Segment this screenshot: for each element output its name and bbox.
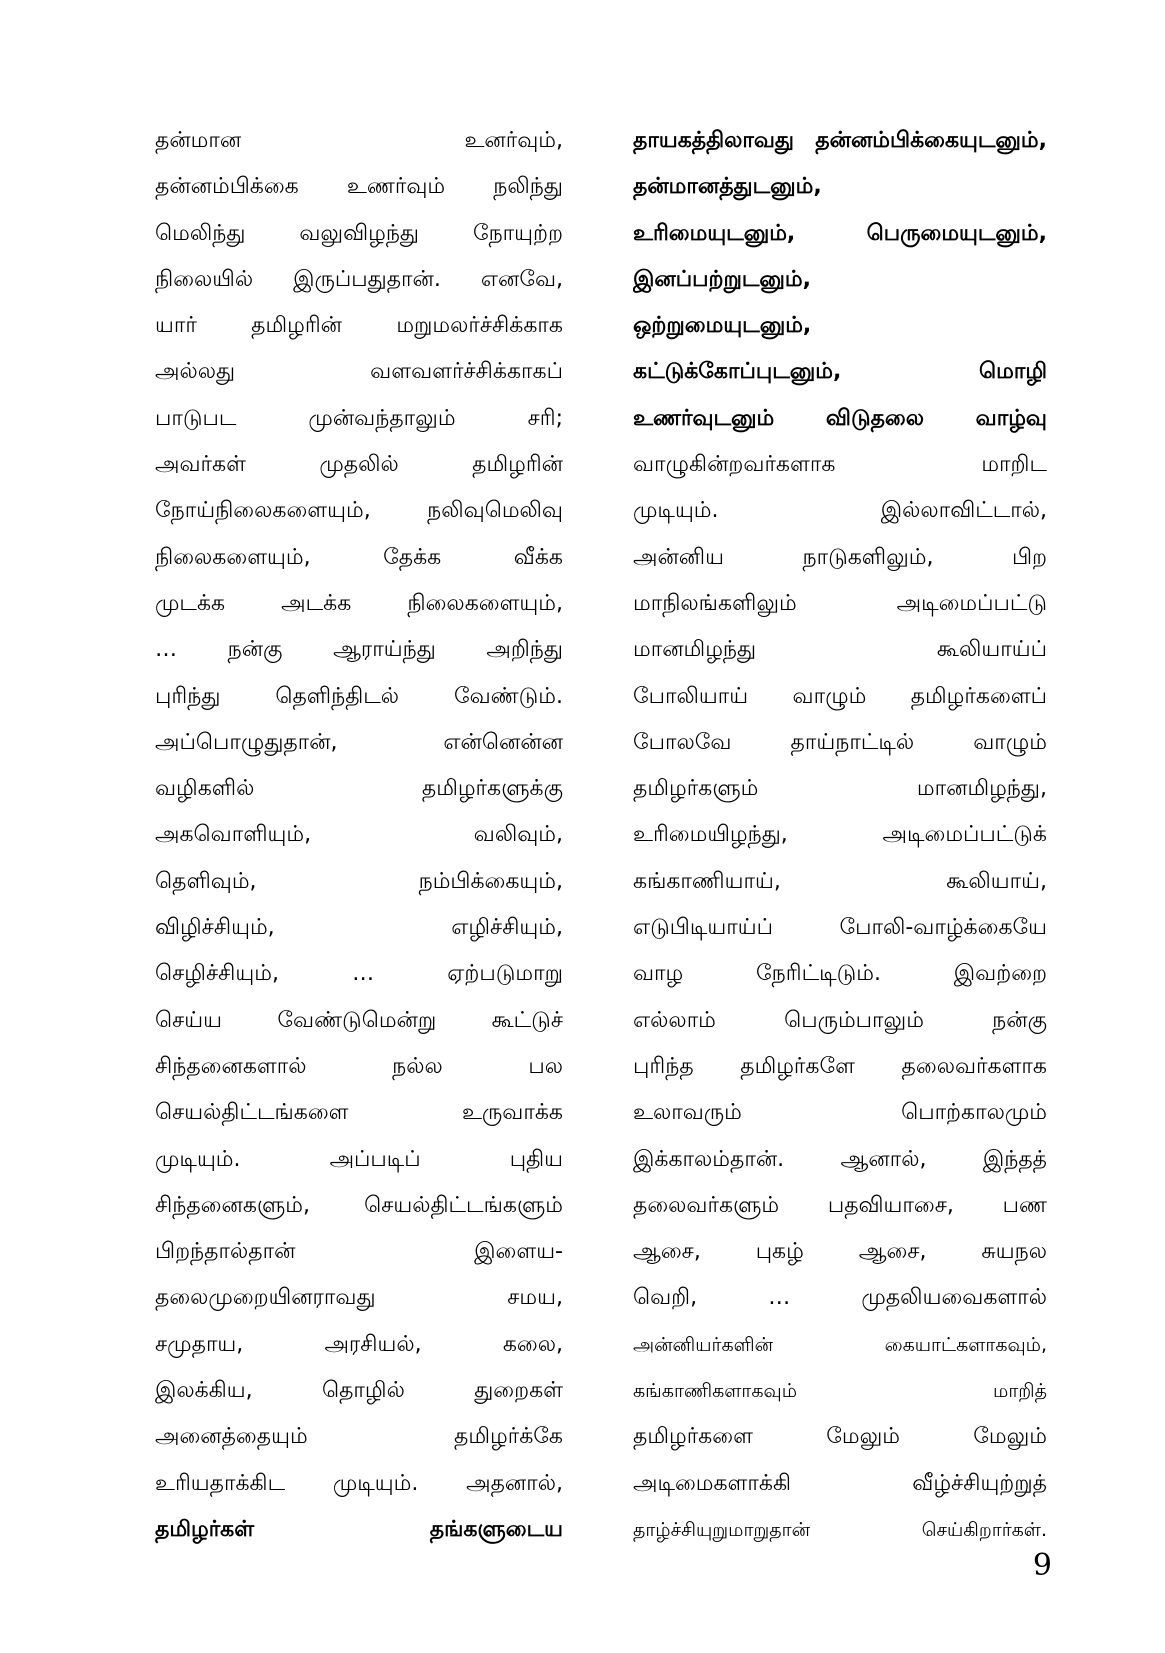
text-line: செய்ய வேண்டுமென்று கூட்டுச் <box>155 1007 563 1033</box>
text-line-bold: தமிழர்கள் தங்களுடைய <box>155 1516 563 1542</box>
text-line: வழிகளில் தமிழர்களுக்கு <box>155 776 563 802</box>
text-line-bold: தன்மானத்துடனும், <box>633 174 822 200</box>
left-text-column <box>155 118 563 1553</box>
text-line: சிந்தனைகளால் நல்ல பல <box>155 1053 563 1079</box>
text-line: சமுதாய, அரசியல், கலை, <box>155 1331 563 1357</box>
text-line-bold: தாயகத்திலாவது தன்னம்பிக்கையுடனும், <box>633 128 1047 153</box>
text-line: நிலையில் இருப்பதுதான். எனவே, <box>155 266 563 292</box>
text-line: நிலைகளையும், தேக்க வீக்க <box>155 544 563 570</box>
text-line: செழிச்சியும், … ஏற்படுமாறு <box>155 961 563 987</box>
text-line: முடியும். இல்லாவிட்டால், <box>633 498 1047 524</box>
text-line: மானமிழந்து கூலியாய்ப் <box>633 637 1047 663</box>
text-line: ஆசை, புகழ் ஆசை, சுயநல <box>633 1239 1047 1265</box>
text-line: முடக்க அடக்க நிலைகளையும், <box>155 590 563 616</box>
text-line: எடுபிடியாய்ப் போலி-வாழ்க்கையே <box>633 915 1047 941</box>
text-line: செயல்திட்டங்களை உருவாக்க <box>155 1100 563 1126</box>
text-line: அவர்கள் முதலில் தமிழரின் <box>155 452 563 478</box>
text-line: தமிழர்களும் மானமிழந்து, <box>633 776 1047 802</box>
text-line: அனைத்தையும் தமிழர்க்கே <box>155 1424 563 1450</box>
page-number: 9 <box>1032 1548 1052 1583</box>
text-line: மெலிந்து வலுவிழந்து நோயுற்ற <box>155 220 563 246</box>
text-line-bold: இனப்பற்றுடனும், <box>633 266 811 292</box>
text-line: அடிமைகளாக்கி வீழ்ச்சியுற்றுத் <box>633 1470 1047 1496</box>
text-line: கங்காணியாய், கூலியாய், <box>633 868 1047 894</box>
text-line: அகவொளியும், வலிவும், <box>155 822 563 848</box>
text-line: போலியாய் வாழும் தமிழர்களைப் <box>633 683 1047 709</box>
text-line: மாநிலங்களிலும் அடிமைப்பட்டு <box>633 590 1047 616</box>
text-line: உரியதாக்கிட முடியும். அதனால், <box>155 1470 563 1496</box>
text-line: உரிமையிழந்து, அடிமைப்பட்டுக் <box>633 822 1047 848</box>
text-line: போலவே தாய்நாட்டில் வாழும் <box>633 729 1047 755</box>
text-line: கங்காணிகளாகவும் மாறித் <box>633 1380 1047 1403</box>
text-line-bold: உரிமையுடனும், பெருமையுடனும், <box>633 220 1047 246</box>
text-line: தமிழர்களை மேலும் மேலும் <box>633 1424 1047 1450</box>
text-line: வெறி, … முதலியவைகளால் <box>633 1285 1047 1311</box>
text-line: பாடுபட முன்வந்தாலும் சரி; <box>155 405 563 431</box>
text-line-bold: உணர்வுடனும் விடுதலை வாழ்வு <box>633 405 1047 431</box>
text-line: தாழ்ச்சியுறுமாறுதான் செய்கிறார்கள். <box>633 1518 1047 1541</box>
text-line: அல்லது வளவளர்ச்சிக்காகப் <box>155 359 563 385</box>
right-text-column <box>633 118 1047 1553</box>
text-line: உலாவரும் பொற்காலமும் <box>633 1100 1047 1126</box>
text-line: புரிந்து தெளிந்திடல் வேண்டும். <box>155 683 563 709</box>
text-line: முடியும். அப்படிப் புதிய <box>155 1146 563 1172</box>
text-line: … நன்கு ஆராய்ந்து அறிந்து <box>155 637 563 663</box>
text-line: தலைமுறையினராவது சமய, <box>155 1285 563 1311</box>
text-line: அன்னிய நாடுகளிலும், பிற <box>633 544 1047 570</box>
text-line: வாழ நேரிட்டிடும். இவற்றை <box>633 961 1047 987</box>
text-line: தெளிவும், நம்பிக்கையும், <box>155 868 563 894</box>
text-line: வாழுகின்றவர்களாக மாறிட <box>633 452 1047 478</box>
text-line: நோய்நிலைகளையும், நலிவுமெலிவு <box>155 498 563 524</box>
text-line: விழிச்சியும், எழிச்சியும், <box>155 915 563 941</box>
text-line: தன்மான உனர்வும், <box>155 128 563 153</box>
text-line: பிறந்தால்தான் இளைய- <box>155 1239 563 1265</box>
text-line: இக்காலம்தான். ஆனால், இந்தத் <box>633 1146 1047 1172</box>
text-line: அப்பொழுதுதான், என்னென்ன <box>155 729 563 755</box>
text-line-bold: ஒற்றுமையுடனும், <box>633 313 812 339</box>
text-line-bold: கட்டுக்கோப்புடனும், மொழி <box>633 359 1047 385</box>
text-line: யார் தமிழரின் மறுமலர்ச்சிக்காக <box>155 313 563 339</box>
text-line: அன்னியர்களின் கையாட்களாகவும், <box>633 1333 1047 1356</box>
text-line: தன்னம்பிக்கை உணர்வும் நலிந்து <box>155 174 563 200</box>
text-line: எல்லாம் பெரும்பாலும் நன்கு <box>633 1007 1047 1033</box>
text-line: இலக்கிய, தொழில் துறைகள் <box>155 1378 563 1404</box>
text-line: தலைவர்களும் பதவியாசை, பண <box>633 1192 1047 1218</box>
text-line: புரிந்த தமிழர்களே தலைவர்களாக <box>633 1053 1047 1079</box>
text-line: சிந்தனைகளும், செயல்திட்டங்களும் <box>155 1192 563 1218</box>
